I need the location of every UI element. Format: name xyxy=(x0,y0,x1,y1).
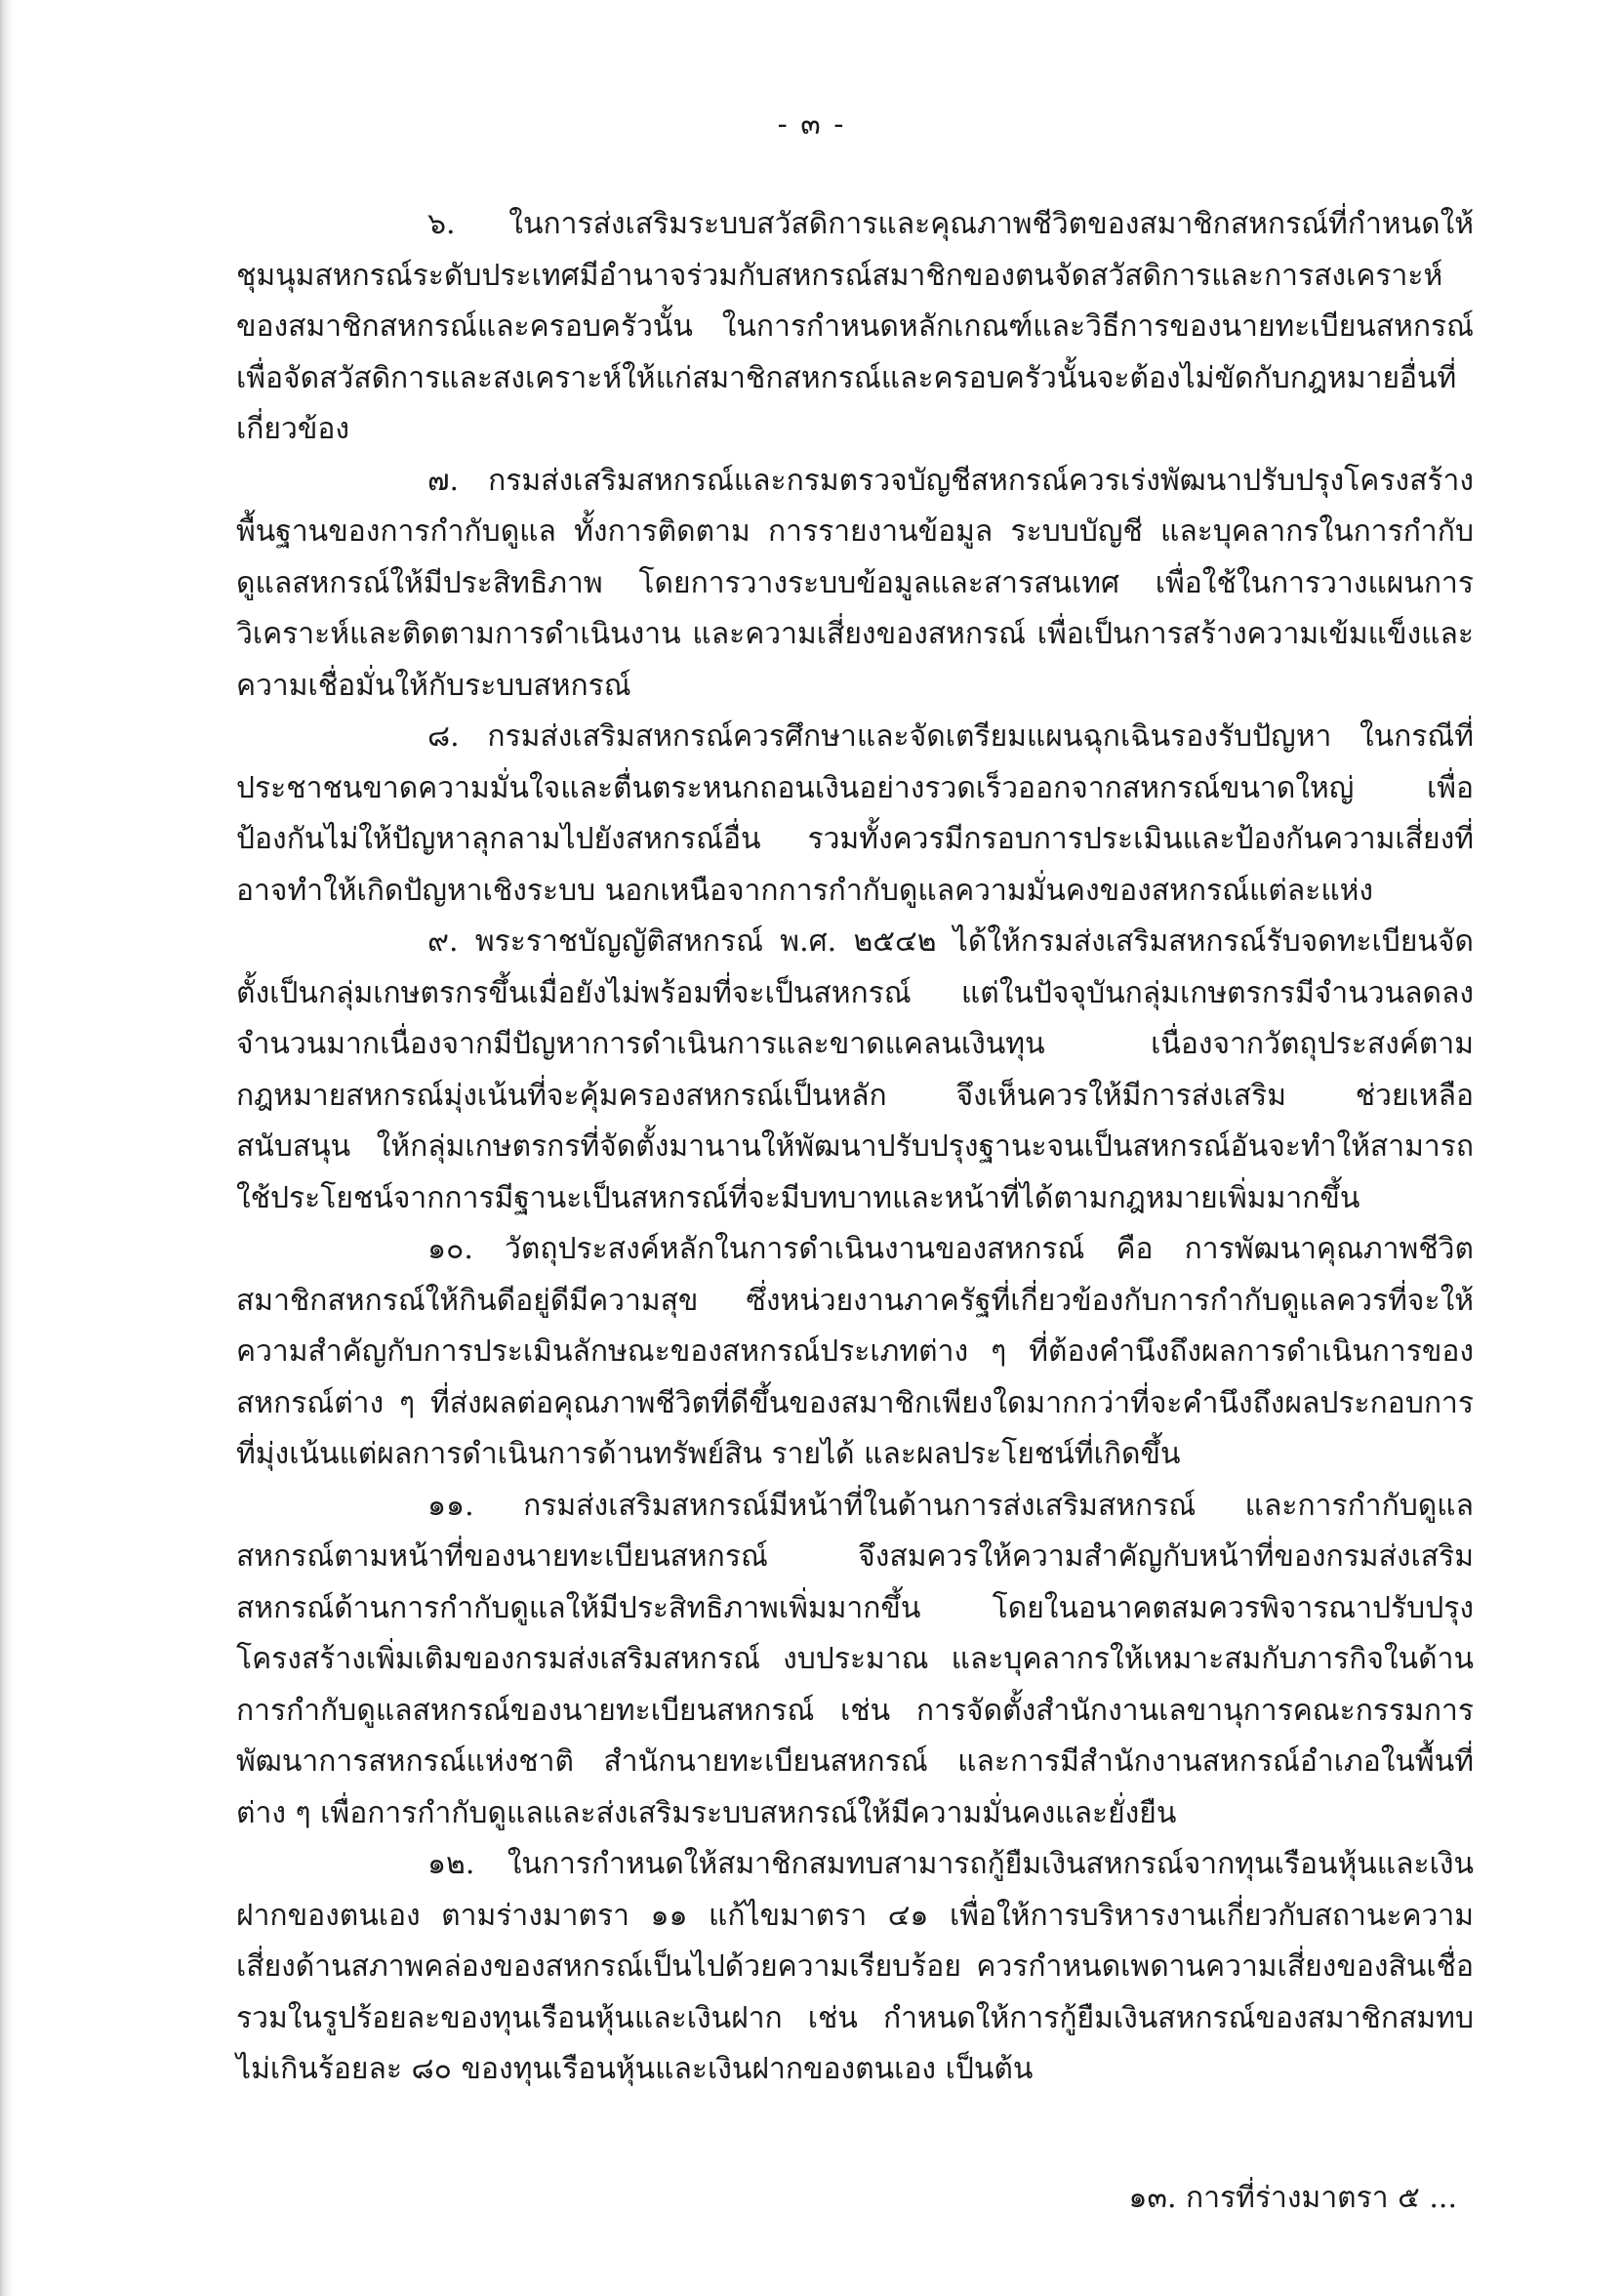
next-page-reference: ๑๓. การที่ร่างมาตรา ๕ ... xyxy=(1128,2181,1457,2215)
scan-edge-shadow xyxy=(0,0,14,2296)
paragraph-item-10: ๑๐. วัตถุประสงค์หลักในการดำเนินงานของสหกรณ์ คือ การพัฒนาคุณภาพชีวิตสมาชิกสหกรณ์ให้กินดีอยู่ดีมีความสุข ซึ่งหน่วยงานภาครัฐที่เกี่ยวข้องกับการกำกับดูแลควรที่จะให้ความสำคัญกับการประเมินลักษณะของสหกรณ์ประเภทต่าง ๆ ที่ต้องคำนึงถึงผลการดำเนินการของสหกรณ์ต่าง ๆ ที่ส่งผลต่อคุณภาพชีวิตที่ดีขึ้นของสมาชิกเพียงใดมากกว่าที่จะคำนึงถึงผลประกอบการที่มุ่งเน้นแต่ผลการดำเนินการด้านทรัพย์สิน รายได้ และผลประโยชน์ที่เกิดขึ้น xyxy=(236,1232,1474,1471)
paragraph-item-12: ๑๒. ในการกำหนดให้สมาชิกสมทบสามารถกู้ยืมเงินสหกรณ์จากทุนเรือนหุ้นและเงินฝากของตนเอง ตามร่างมาตรา ๑๑ แก้ไขมาตรา ๔๑ เพื่อให้การบริหารงานเกี่ยวกับสถานะความเสี่ยงด้านสภาพคล่องของสหกรณ์เป็นไปด้วยความเรียบร้อย ควรกำหนดเพดานความเสี่ยงของสินเชื่อรวมในรูปร้อยละของทุนเรือนหุ้นและเงินฝาก เช่น กำหนดให้การกู้ยืมเงินสหกรณ์ของสมาชิกสมทบไม่เกินร้อยละ ๘๐ ของทุนเรือนหุ้นและเงินฝากของตนเอง เป็นต้น xyxy=(236,1847,1474,2086)
document-body xyxy=(236,199,1474,2096)
paragraph-item-7: ๗. กรมส่งเสริมสหกรณ์และกรมตรวจบัญชีสหกรณ์ควรเร่งพัฒนาปรับปรุงโครงสร้างพื้นฐานของการกำกับดูแล ทั้งการติดตาม การรายงานข้อมูล ระบบบัญชี และบุคลากรในการกำกับดูแลสหกรณ์ให้มีประสิทธิภาพ โดยการวางระบบข้อมูลและสารสนเทศ เพื่อใช้ในการวางแผนการวิเคราะห์และติดตามการดำเนินงาน และความเสี่ยงของสหกรณ์ เพื่อเป็นการสร้างความเข้มแข็งและความเชื่อมั่นให้กับระบบสหกรณ์ xyxy=(236,463,1474,703)
paragraph-item-9: ๙. พระราชบัญญัติสหกรณ์ พ.ศ. ๒๕๔๒ ได้ให้กรมส่งเสริมสหกรณ์รับจดทะเบียนจัดตั้งเป็นกลุ่มเกษตรกรขึ้นเมื่อยังไม่พร้อมที่จะเป็นสหกรณ์ แต่ในปัจจุบันกลุ่มเกษตรกรมีจำนวนลดลงจำนวนมากเนื่องจากมีปัญหาการดำเนินการและขาดแคลนเงินทุน เนื่องจากวัตถุประสงค์ตามกฎหมายสหกรณ์มุ่งเน้นที่จะคุ้มครองสหกรณ์เป็นหลัก จึงเห็นควรให้มีการส่งเสริม ช่วยเหลือ สนับสนุน ให้กลุ่มเกษตรกรที่จัดตั้งมานานให้พัฒนาปรับปรุงฐานะจนเป็นสหกรณ์อันจะทำให้สามารถใช้ประโยชน์จากการมีฐานะเป็นสหกรณ์ที่จะมีบทบาทและหน้าที่ได้ตามกฎหมายเพิ่มมากขึ้น xyxy=(236,924,1474,1215)
paragraph-item-6: ๖. ในการส่งเสริมระบบสวัสดิการและคุณภาพชีวิตของสมาชิกสหกรณ์ที่กำหนดให้ชุมนุมสหกรณ์ระดับประเทศมีอำนาจร่วมกับสหกรณ์สมาชิกของตนจัดสวัสดิการและการสงเคราะห์ของสมาชิกสหกรณ์และครอบครัวนั้น ในการกำหนดหลักเกณฑ์และวิธีการของนายทะเบียนสหกรณ์เพื่อจัดสวัสดิการและสงเคราะห์ให้แก่สมาชิกสหกรณ์และครอบครัวนั้นจะต้องไม่ขัดกับกฎหมายอื่นที่เกี่ยวข้อง xyxy=(236,207,1474,446)
paragraph-item-8: ๘. กรมส่งเสริมสหกรณ์ควรศึกษาและจัดเตรียมแผนฉุกเฉินรองรับปัญหา ในกรณีที่ประชาชนขาดความมั่นใจและตื่นตระหนกถอนเงินอย่างรวดเร็วออกจากสหกรณ์ขนาดใหญ่ เพื่อป้องกันไม่ให้ปัญหาลุกลามไปยังสหกรณ์อื่น รวมทั้งควรมีกรอบการประเมินและป้องกันความเสี่ยงที่อาจทำให้เกิดปัญหาเชิงระบบ นอกเหนือจากการกำกับดูแลความมั่นคงของสหกรณ์แต่ละแห่ง xyxy=(236,719,1474,908)
paragraph-item-11: ๑๑. กรมส่งเสริมสหกรณ์มีหน้าที่ในด้านการส่งเสริมสหกรณ์ และการกำกับดูแลสหกรณ์ตามหน้าที่ของนายทะเบียนสหกรณ์ จึงสมควรให้ความสำคัญกับหน้าที่ของกรมส่งเสริมสหกรณ์ด้านการกำกับดูแลให้มีประสิทธิภาพเพิ่มมากขึ้น โดยในอนาคตสมควรพิจารณาปรับปรุงโครงสร้างเพิ่มเติมของกรมส่งเสริมสหกรณ์ งบประมาณ และบุคลากรให้เหมาะสมกับภารกิจในด้านการกำกับดูแลสหกรณ์ของนายทะเบียนสหกรณ์ เช่น การจัดตั้งสำนักงานเลขานุการคณะกรรมการพัฒนาการสหกรณ์แห่งชาติ สำนักนายทะเบียนสหกรณ์ และการมีสำนักงานสหกรณ์อำเภอในพื้นที่ต่าง ๆ เพื่อการกำกับดูแลและส่งเสริมระบบสหกรณ์ให้มีความมั่นคงและยั่งยืน xyxy=(236,1488,1474,1830)
page-number: - ๓ - xyxy=(777,107,846,142)
